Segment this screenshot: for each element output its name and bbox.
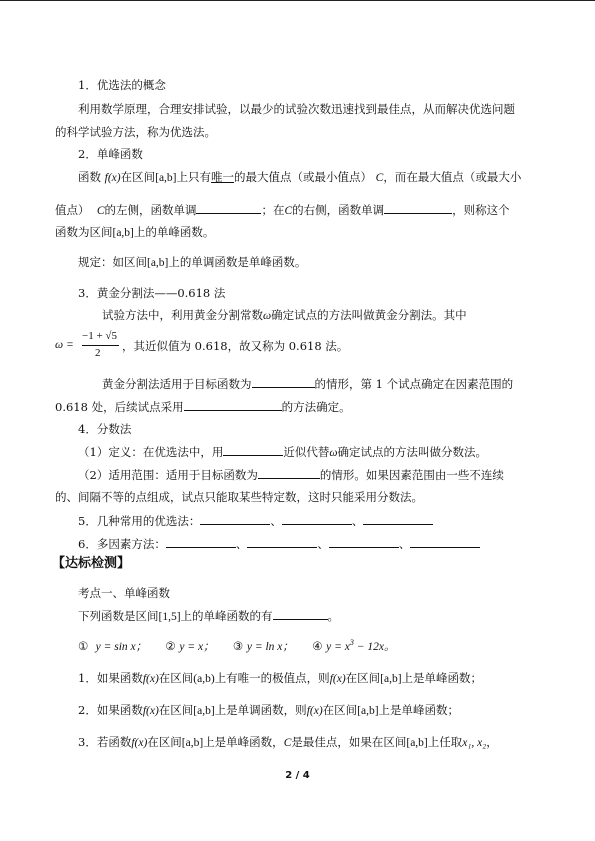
fill-blank[interactable] — [329, 535, 399, 548]
s3-heading: 3．黄金分割法——0.618 法 — [78, 286, 226, 300]
math-fx: f(x) — [104, 172, 121, 184]
fill-blank[interactable] — [200, 512, 270, 525]
fill-blank[interactable] — [258, 466, 320, 479]
s1-body-line2: 的科学试验方法，称为优选法。 — [55, 125, 216, 139]
fraction-numerator: −1 + √5 — [82, 330, 117, 342]
fill-blank[interactable] — [223, 443, 283, 456]
page-number: 2 / 4 — [285, 770, 310, 781]
s2-heading: 2．单峰函数 — [78, 147, 143, 161]
section-title: 【达标检测】 — [52, 556, 131, 571]
underlined-word: 唯一 — [211, 170, 235, 184]
s3-line1: 试验方法中，利用黄金分割常数ω确定试点的方法叫做黄金分割法。其中 — [102, 308, 467, 322]
fill-blank[interactable] — [184, 398, 282, 411]
fill-blank[interactable] — [196, 201, 261, 214]
s3-line4: 0.618 处，后续试点采用 的方法确定。 — [55, 400, 351, 414]
s2-line1: 函数 f(x)在区间[a,b]上只有唯一的最大值点（或最小值点） C，而在最大值点（或最大小 — [78, 170, 522, 184]
fill-blank[interactable] — [166, 535, 236, 548]
k1-heading: 考点一、单峰函数 — [78, 586, 170, 600]
s2-rule: 规定：如区间[a,b]上的单调函数是单峰函数。 — [78, 255, 307, 269]
s3-line3: 黄金分割法适用于目标函数为 的情形，第 1 个试点确定在因素范围的 — [102, 377, 514, 391]
fill-blank[interactable] — [384, 201, 452, 214]
s4-scope: （2）适用范围：适用于目标函数为 的情形。如果因素范围由一些不连续 — [78, 468, 504, 482]
s1-heading: 1．优选法的概念 — [78, 78, 166, 92]
omega-eq-lhs: ω = — [55, 339, 74, 351]
k1-statement-3: 3．若函数f(x)在区间[a,b]上是单峰函数，C是最佳点，如果在区间[a,b]上任取x₁, x₂， — [78, 735, 498, 749]
fill-blank[interactable] — [252, 375, 315, 388]
s4-heading: 4．分数法 — [78, 422, 132, 436]
fill-blank[interactable] — [247, 535, 317, 548]
fill-blank[interactable] — [282, 512, 352, 525]
fill-blank[interactable] — [410, 535, 480, 548]
k1-options: ① y = sin x； ② y = x； ③ y = ln x； ④ $y = x^3 - 12x$。 — [78, 638, 396, 653]
page-top-rule — [0, 0, 595, 1]
s6-line: 6．多因素方法： 、 、 、 — [78, 535, 480, 552]
fill-blank[interactable] — [363, 512, 433, 525]
fill-blank[interactable] — [273, 607, 328, 620]
math-interval: [a,b] — [155, 172, 177, 184]
k1-statement-1: 1．如果函数f(x)在区间(a,b)上有唯一的极值点，则f(x)在区间[a,b]上是单峰函数； — [78, 671, 483, 685]
k1-statement-2: 2．如果函数f(x)在区间[a,b]上是单调函数，则f(x)在区间[a,b]上是单峰函数； — [78, 703, 460, 717]
k1-question: 下列函数是区间[1,5]上的单峰函数的有 。 — [78, 609, 340, 623]
s3-line2: ，其近似值为 0.618，故又称为 0.618 法。 — [122, 339, 349, 353]
s2-line3: 函数为区间[a,b]上的单峰函数。 — [55, 225, 215, 239]
fraction-bar — [82, 345, 119, 346]
s1-body-line1: 利用数学原理，合理安排试验，以最少的试验次数迅速找到最佳点，从而解决优选问题 — [78, 102, 515, 116]
s5-line: 5．几种常用的优选法： 、 、 — [78, 512, 433, 529]
s2-line2: 值点） C的左侧，函数单调 ；在C的右侧，函数单调 ，则称这个 — [55, 203, 510, 217]
s4-def: （1）定义：在优选法中，用 近似代替ω确定试点的方法叫做分数法。 — [78, 445, 487, 459]
s4-scope-line2: 的、间隔不等的点组成，试点只能取某些特定数，这时只能采用分数法。 — [55, 490, 423, 504]
fraction-denominator: 2 — [95, 347, 101, 359]
